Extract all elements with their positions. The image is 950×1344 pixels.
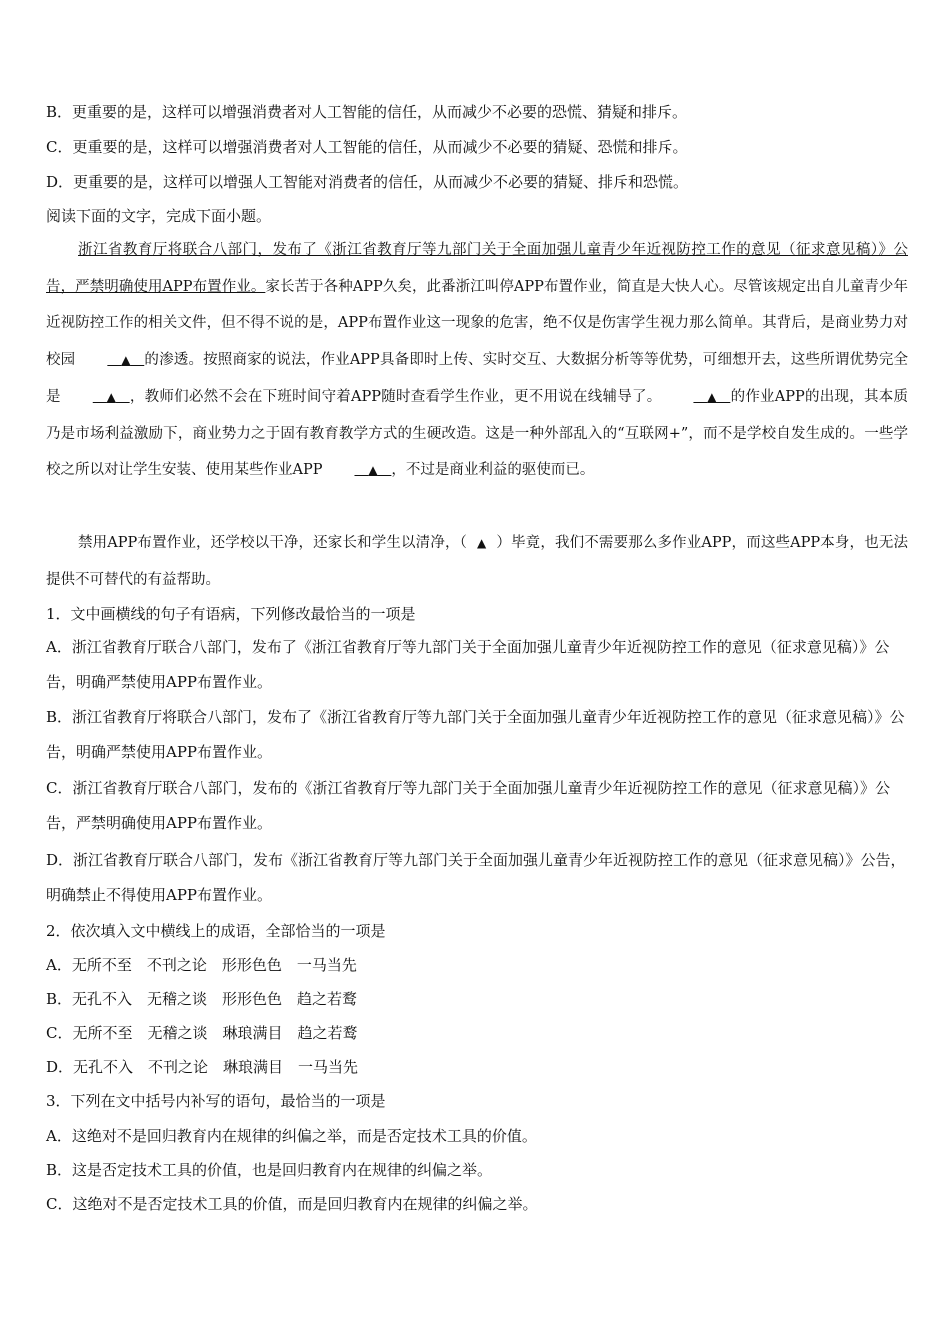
passage-text: ）毕竟，我们不需要那么多作业APP，而这些APP本身，也无法提供不可替代的有益帮助。 xyxy=(46,535,908,588)
passage-text: 的作业APP的出现，其本质乃是市场利益激励下，商业势力之于固有教育教学方式的生硬改造。这是一种外部乱入的“互联网+”，而不是学校自发生成的。一些学校之所以对让学生安装、使用某些作业APP xyxy=(46,388,909,479)
question-3-option-b: B．这是否定技术工具的价值，也是回归教育内在规律的纠偏之举。 xyxy=(46,1161,493,1179)
question-1-stem: 1．文中画横线的句子有语病，下列修改最恰当的一项是 xyxy=(46,605,416,623)
question-3-option-c: C．这绝对不是否定技术工具的价值，而是回归教育内在规律的纠偏之举。 xyxy=(46,1195,538,1213)
fill-blank-3: ▲ xyxy=(707,389,717,404)
passage-text: ，教师们必然不会在下班时间守着APP随时查看学生作业，更不用说在线辅导了。 xyxy=(129,388,662,405)
question-2-stem: 2．依次填入文中横线上的成语，全部恰当的一项是 xyxy=(46,922,386,940)
question-3-stem: 3．下列在文中括号内补写的语句，最恰当的一项是 xyxy=(46,1092,386,1110)
question-1-option-b: B．浙江省教育厅将联合八部门，发布了《浙江省教育厅等九部门关于全面加强儿童青少年近视防控工作的意见（征求意见稿）》公告，明确严禁使用APP布置作业。 xyxy=(46,708,905,761)
passage-paragraph-1 xyxy=(46,232,908,489)
passage-text: ，不过是商业利益的驱使而已。 xyxy=(391,462,595,479)
fill-blank-2: ▲ xyxy=(106,389,116,404)
underlined-sentence: 浙江省教育厅将联合八部门，发布了《浙江省教育厅等九部门关于全面加强儿童青少年近视防控工作的意见（征求意见稿）》公告，严禁明确使用APP布置作业。 xyxy=(46,242,908,295)
question-1-option-d: D．浙江省教育厅联合八部门，发布《浙江省教育厅等九部门关于全面加强儿童青少年近视防控工作的意见（征求意见稿）》公告，明确禁止不得使用APP布置作业。 xyxy=(46,851,906,904)
passage-paragraph-2 xyxy=(46,525,908,598)
question-2-option-c: C．无所不至 无稽之谈 琳琅满目 趋之若鹜 xyxy=(46,1024,358,1042)
question-1-option-c: C．浙江省教育厅联合八部门，发布的《浙江省教育厅等九部门关于全面加强儿童青少年近视防控工作的意见（征求意见稿）》公告，严禁明确使用APP布置作业。 xyxy=(46,779,890,832)
bracket-blank-marker: ▲ xyxy=(477,536,487,550)
reading-instruction: 阅读下面的文字，完成下面小题。 xyxy=(46,207,272,225)
passage-text: 的渗透。按照商家的说法，作业APP具备即时上传、实时交互、大数据分析等等优势，可细想开去，这些所谓优势完全是 xyxy=(46,352,909,405)
question-2-option-a: A．无所不至 不刊之论 形形色色 一马当先 xyxy=(46,956,357,974)
prev-option-b: B．更重要的是，这样可以增强消费者对人工智能的信任，从而减少不必要的恐慌、猜疑和排斥。 xyxy=(46,103,688,121)
question-1-option-a: A．浙江省教育厅联合八部门，发布了《浙江省教育厅等九部门关于全面加强儿童青少年近视防控工作的意见（征求意见稿）》公告，明确严禁使用APP布置作业。 xyxy=(46,638,890,691)
question-3-option-a: A．这绝对不是回归教育内在规律的纠偏之举，而是否定技术工具的价值。 xyxy=(46,1127,537,1145)
prev-option-d: D．更重要的是，这样可以增强人工智能对消费者的信任，从而减少不必要的猜疑、排斥和恐慌。 xyxy=(46,173,689,191)
prev-option-c: C．更重要的是，这样可以增强消费者对人工智能的信任，从而减少不必要的猜疑、恐慌和排斥。 xyxy=(46,138,688,156)
fill-blank-4: ▲ xyxy=(368,463,378,478)
question-2-option-d: D．无孔不入 不刊之论 琳琅满目 一马当先 xyxy=(46,1058,359,1076)
fill-blank-1: ▲ xyxy=(121,353,131,368)
passage-text: 禁用APP布置作业，还学校以干净，还家长和学生以清净，（ xyxy=(78,535,468,551)
question-2-option-b: B．无孔不入 无稽之谈 形形色色 趋之若鹜 xyxy=(46,990,358,1008)
passage-text: 家长苦于各种APP久矣，此番浙江叫停APP布置作业，简直是大快人心。尽管该规定出自儿童青少年近视防控工作的相关文件，但不得不说的是，APP布置作业这一现象的危害，绝不仅是伤害学生视力那么简单。其背后，是商业势力对校园 xyxy=(46,278,908,369)
